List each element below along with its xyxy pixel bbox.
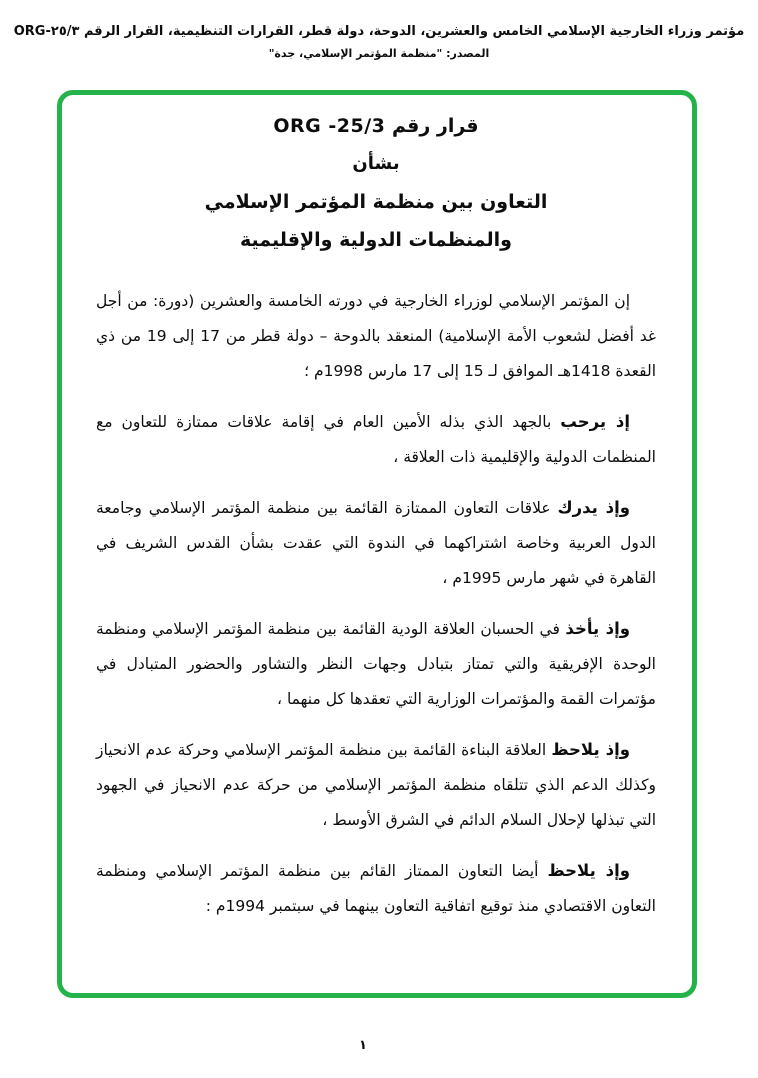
paragraph-text: بالجهد الذي بذله الأمين العام في إقامة علاقات ممتازة للتعاون مع المنظمات الدولية والإقليمية ذات العلاقة ،	[96, 413, 656, 466]
subject-title-line2: والمنظمات الدولية والإقليمية	[240, 229, 512, 251]
header-citation-line	[0, 22, 758, 42]
resolution-frame	[57, 90, 697, 998]
preamble-paragraph	[96, 490, 656, 596]
subject-heading-word: بشأن	[352, 153, 400, 174]
preamble-paragraph	[96, 404, 656, 475]
resolution-title-block	[96, 107, 656, 259]
resolution-number-line	[96, 107, 656, 145]
header-source-line: المصدر: "منظمة المؤتمر الإسلامي، جدة"	[268, 47, 490, 60]
paragraph-lead: وإذ يدرك	[557, 498, 630, 517]
header-citation-text: مؤتمر وزراء الخارجية الإسلامي الخامس والعشرين، الدوحة، دولة قطر، القرارات التنظيمية، القرار الرقم	[83, 24, 745, 39]
paragraph-text: في الحسبان العلاقة الودية القائمة بين منظمة المؤتمر الإسلامي ومنظمة الوحدة الإفريقية والتي تمتاز بتبادل وجهات النظر والتشاور والحضور المتبادل في مؤتمرات القمة والمؤتمرات الوزارية التي تعقدها كل منهما ،	[96, 620, 656, 708]
paragraph-lead: وإذ يأخذ	[565, 619, 630, 638]
paragraph-text: أيضا التعاون الممتاز القائم بين منظمة المؤتمر الإسلامي ومنظمة التعاون الاقتصادي منذ توقيع اتفاقية التعاون بينهما في سبتمبر 1994م :	[96, 862, 656, 915]
paragraph-text: إن المؤتمر الإسلامي لوزراء الخارجية في دورته الخامسة والعشرين (دورة: من أجل غد أفضل لشعوب الأمة الإسلامية) المنعقد بالدوحة – دولة قطر من 17 إلى 19 من ذي القعدة 1418هـ الموافق لـ 15 إلى 17 مارس 1998م ؛	[96, 292, 657, 380]
preamble-paragraph	[96, 853, 656, 924]
subject-title-line1: التعاون بين منظمة المؤتمر الإسلامي	[204, 191, 548, 213]
paragraph-lead: وإذ يلاحظ	[551, 740, 630, 759]
paragraph-lead: إذ يرحب	[560, 412, 630, 431]
paragraph-text: علاقات التعاون الممتازة القائمة بين منظمة المؤتمر الإسلامي وجامعة الدول العربية وخاصة اشتراكهما في الندوة التي عقدت بشأن القدس الشريف في القاهرة في شهر مارس 1995م ،	[96, 499, 656, 587]
preamble-paragraph	[96, 732, 656, 838]
resolution-preamble	[96, 283, 656, 924]
resolution-number-prefix: قرار رقم	[392, 115, 479, 137]
header-resolution-code: ORG-٢٥/٣	[13, 24, 80, 39]
paragraph-lead: وإذ يلاحظ	[547, 861, 630, 880]
preamble-paragraph	[96, 283, 656, 389]
page-number: ١	[359, 1038, 367, 1053]
preamble-paragraph	[96, 611, 656, 717]
resolution-number-code: ORG -25/3	[273, 115, 386, 137]
paragraph-text: العلاقة البناءة القائمة بين منظمة المؤتمر الإسلامي وحركة عدم الانحياز وكذلك الدعم الذي تتلقاه منظمة المؤتمر الإسلامي من حركة عدم الانحياز في الجهود التي تبذلها لإحلال السلام الدائم في الشرق الأوسط ،	[96, 741, 656, 829]
document-header	[0, 22, 758, 63]
